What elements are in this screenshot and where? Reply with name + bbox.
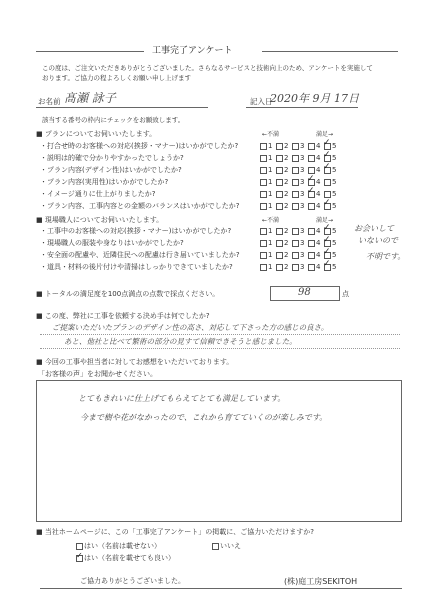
checkbox-yes2[interactable] (76, 550, 83, 562)
section1-heading: ■ プランについてお伺いいたします。 (36, 130, 157, 138)
checkbox[interactable] (276, 264, 283, 271)
section1-q6-option-1[interactable] (260, 202, 272, 211)
title-rule-right (262, 51, 398, 52)
hp-option-yes2[interactable] (76, 550, 175, 563)
checkbox[interactable] (292, 252, 299, 259)
option-label: 2 (284, 227, 289, 235)
checkbox[interactable] (260, 252, 267, 259)
section2-scale-low: ←不満 (262, 217, 280, 224)
option-label: 5 (332, 154, 337, 162)
check-mark-icon: ✓ (323, 150, 331, 160)
checkbox[interactable] (308, 228, 315, 235)
section1-q3-option-2[interactable] (276, 166, 288, 175)
section2-q4-option-1[interactable] (260, 263, 272, 272)
option-label: 3 (300, 178, 305, 186)
check-mark-icon: ✓ (323, 247, 331, 257)
option-label: 5 (332, 227, 337, 235)
checkbox[interactable] (292, 179, 299, 186)
option-label: 1 (268, 166, 273, 174)
option-label: 1 (268, 263, 273, 271)
side-note-1: お会いして (354, 224, 394, 233)
reason-line-2: あと、他社と比べて繁術の部分の見すて信頼できそうと感じました。 (64, 337, 297, 346)
section1-q5-option-2[interactable] (276, 190, 288, 199)
option-label: 3 (300, 166, 305, 174)
hp-no-label: いいえ (220, 542, 241, 550)
option-label: 3 (300, 227, 305, 235)
option-label: 5 (332, 239, 337, 247)
option-label: 1 (268, 251, 273, 259)
check-mark-icon: ✓ (323, 162, 331, 172)
option-label: 5 (332, 142, 337, 150)
checkbox[interactable] (276, 179, 283, 186)
thanks: ご協力ありがとうございました。 (80, 577, 185, 585)
hp-yes2-label: はい（名前を載せても良い） (84, 554, 175, 562)
section2-q1-option-1[interactable] (260, 227, 272, 236)
hp-heading: ■ 当社ホームページに、この「工事完了アンケート」の掲載に、ご協力いただけますか? (36, 528, 314, 536)
section1-q2-option-2[interactable] (276, 154, 288, 163)
checkbox[interactable] (260, 179, 267, 186)
option-label: 2 (284, 166, 289, 174)
section1-question-1: ・打合せ時のお客様への対応(挨拶・マナー)はいかがでしたか? (40, 142, 239, 150)
section2-question-4: ・道具・材料の後片付けや清掃はしっかりできていましたか? (40, 263, 233, 271)
date-underline (246, 107, 358, 108)
hp-yes1-label: はい（名前は載せない） (84, 542, 161, 550)
name-underline (36, 107, 208, 108)
check-mark-icon: ✓ (76, 550, 83, 560)
option-label: 5 (332, 202, 337, 210)
checkbox[interactable] (276, 240, 283, 247)
checkbox[interactable] (308, 167, 315, 174)
section1-q4-option-3[interactable] (292, 178, 304, 187)
option-label: 4 (316, 251, 321, 259)
checkbox[interactable] (308, 203, 315, 210)
section2-q2-option-2[interactable] (276, 239, 288, 248)
option-label: 3 (300, 239, 305, 247)
checkbox[interactable] (276, 203, 283, 210)
section2-q2-option-1[interactable] (260, 239, 272, 248)
checkbox[interactable] (276, 252, 283, 259)
section2-q3-option-2[interactable] (276, 251, 288, 260)
checkbox[interactable] (324, 191, 331, 198)
option-label: 3 (300, 154, 305, 162)
reason-rule-2 (40, 348, 400, 349)
checkbox[interactable] (276, 191, 283, 198)
company: (株)庭工房SEKITOH (284, 577, 358, 586)
checkbox[interactable] (276, 228, 283, 235)
section1-q2-option-3[interactable] (292, 154, 304, 163)
checkbox[interactable] (308, 264, 315, 271)
checkbox-no[interactable] (212, 543, 219, 550)
section2-q4-option-4[interactable] (308, 263, 320, 272)
section1-q2-option-1[interactable] (260, 154, 272, 163)
checkbox[interactable] (260, 264, 267, 271)
checkbox[interactable] (260, 191, 267, 198)
option-label: 1 (268, 202, 273, 210)
name-value: 髙瀬 詠子 (64, 91, 116, 105)
section2-q2-option-4[interactable] (308, 239, 320, 248)
section1-q5-option-3[interactable] (292, 190, 304, 199)
section1-q1-option-3[interactable] (292, 142, 304, 151)
section2-heading: ■ 現場職人についてお伺いいたします。 (36, 216, 164, 224)
option-label: 2 (284, 251, 289, 259)
option-label: 4 (316, 154, 321, 162)
section1-question-6: ・プラン内容、工事内容との金額のバランスはいかがでしたか? (40, 202, 240, 210)
footer-rule (40, 588, 402, 589)
checkbox[interactable] (276, 143, 283, 150)
checkbox[interactable] (260, 143, 267, 150)
section2-q1-option-4[interactable] (308, 227, 320, 236)
check-mark-icon: ✓ (307, 174, 315, 184)
section2-scale-high: 満足→ (316, 217, 334, 224)
option-label: 1 (268, 239, 273, 247)
section2-q4-option-2[interactable] (276, 263, 288, 272)
option-label: 2 (284, 263, 289, 271)
section2-q3-option-4[interactable] (308, 251, 320, 260)
option-label: 3 (300, 142, 305, 150)
instruction: 該当する番号の枠内にチェックをお願致します。 (42, 116, 185, 124)
title-rule-left (36, 51, 144, 52)
option-label: 1 (268, 154, 273, 162)
option-label: 5 (332, 166, 337, 174)
section2-question-2: ・現場職人の服装や身なりはいかがでしたか? (40, 239, 184, 247)
section1-q6-option-2[interactable] (276, 202, 288, 211)
date-value: 2020年 9月 17日 (270, 92, 359, 105)
checkbox[interactable] (308, 155, 315, 162)
section1-scale-low: ←不満 (262, 131, 280, 138)
option-label: 2 (284, 202, 289, 210)
checkbox[interactable] (308, 240, 315, 247)
intro-line-2: おります。ご協力の程よろしくお願い申し上げます (42, 74, 191, 82)
option-label: 2 (284, 239, 289, 247)
check-mark-icon: ✓ (323, 138, 331, 148)
section2-q4-option-3[interactable] (292, 263, 304, 272)
checkbox[interactable] (260, 167, 267, 174)
checkbox[interactable] (292, 167, 299, 174)
option-label: 5 (332, 251, 337, 259)
section2-q1-option-2[interactable] (276, 227, 288, 236)
section1-q5-option-1[interactable] (260, 190, 272, 199)
voice-heading: ■ 今回の工事や担当者に対してお感想をいただいております。 (36, 358, 234, 366)
checkbox[interactable] (292, 203, 299, 210)
section1-q1-option-4[interactable] (308, 142, 320, 151)
check-mark-icon: ✓ (323, 223, 331, 233)
section2-question-3: ・安全面の配慮や、近隣住民への配慮は行き届いていましたか? (40, 251, 240, 259)
section1-q1-option-2[interactable] (276, 142, 288, 151)
option-label: 2 (284, 154, 289, 162)
checkbox[interactable] (324, 179, 331, 186)
section1-q6-option-3[interactable] (292, 202, 304, 211)
option-label: 4 (316, 239, 321, 247)
voice-line-2: 今まで樹や花がなかったので、これから育てていくのが楽しみです。 (80, 413, 328, 422)
score-value: 98 (298, 287, 311, 298)
option-label: 4 (316, 142, 321, 150)
checkbox[interactable] (292, 143, 299, 150)
option-label: 5 (332, 178, 337, 186)
checkbox[interactable] (308, 252, 315, 259)
option-label: 4 (316, 166, 321, 174)
section1-q6-option-4[interactable] (308, 202, 320, 211)
section2-q1-option-3[interactable] (292, 227, 304, 236)
checkbox[interactable] (260, 203, 267, 210)
checkbox[interactable] (292, 191, 299, 198)
voice-line-1: とてもきれいに仕上げてもらえてとても満足しています。 (78, 394, 286, 403)
option-label: 4 (316, 190, 321, 198)
section1-q3-option-1[interactable] (260, 166, 272, 175)
checkbox[interactable] (308, 143, 315, 150)
section1-q4-option-2[interactable] (276, 178, 288, 187)
option-label: 2 (284, 190, 289, 198)
reason-rule-1 (40, 334, 400, 335)
check-mark-icon: ✓ (323, 235, 331, 245)
side-note-3: 不明です。 (366, 252, 406, 261)
hp-option-no[interactable] (212, 542, 241, 551)
checkbox[interactable] (292, 155, 299, 162)
score-heading: ■ トータルの満足度を100点満点の点数で採点ください。 (36, 290, 220, 298)
section2-q3-option-3[interactable] (292, 251, 304, 260)
option-label: 3 (300, 202, 305, 210)
check-mark-icon: ✓ (323, 198, 331, 208)
section1-scale-high: 満足→ (316, 131, 334, 138)
date-label: 記入日 (250, 97, 273, 106)
intro-line-1: この度は、ご注文いただきありがとうございました。さらなるサービスと技術向上のため、アンケートを実施して (42, 64, 373, 72)
option-label: 5 (332, 190, 337, 198)
section1-question-2: ・説明は的確で分かりやすかったでしょうか? (40, 154, 184, 162)
option-label: 3 (300, 190, 305, 198)
section2-q2-option-3[interactable] (292, 239, 304, 248)
option-label: 4 (316, 227, 321, 235)
option-label: 4 (316, 178, 321, 186)
checkbox[interactable] (276, 167, 283, 174)
section2-q3-option-1[interactable] (260, 251, 272, 260)
check-mark-icon: ✓ (323, 259, 331, 269)
option-label: 3 (300, 251, 305, 259)
option-label: 3 (300, 263, 305, 271)
option-label: 5 (332, 263, 337, 271)
section1-question-3: ・プラン内容(デザイン性)はいかがでしたか? (40, 166, 182, 174)
option-label: 4 (316, 202, 321, 210)
checkbox[interactable] (292, 228, 299, 235)
option-label: 2 (284, 178, 289, 186)
side-note-2: いないので (358, 236, 398, 245)
option-label: 4 (316, 263, 321, 271)
reason-heading: ■ この度、弊社に工事を依頼する決め手は何でしたか? (36, 312, 210, 320)
section1-question-5: ・イメージ通りに仕上がりましたか? (40, 190, 156, 198)
section1-q2-option-4[interactable] (308, 154, 320, 163)
checkbox[interactable] (260, 240, 267, 247)
voice-label: 「お客様の声」をお聞かせください。 (38, 370, 157, 378)
section2-question-1: ・工事中のお客様への対応(挨拶・マナー)はいかがでしたか? (40, 227, 232, 235)
checkbox[interactable] (260, 228, 267, 235)
score-unit: 点 (342, 290, 349, 298)
reason-line-1: ご提案いただいたプランのデザイン性の高さ、対応して下さった方の感じの良さ。 (52, 323, 329, 332)
section1-q1-option-1[interactable] (260, 142, 272, 151)
option-label: 1 (268, 178, 273, 186)
hp-option-yes1[interactable] (76, 542, 161, 551)
checkbox[interactable] (276, 155, 283, 162)
page-title: 工事完了アンケート (152, 46, 233, 56)
checkbox[interactable] (292, 264, 299, 271)
checkbox[interactable] (260, 155, 267, 162)
section1-q4-option-5[interactable] (324, 178, 336, 187)
section1-q3-option-3[interactable] (292, 166, 304, 175)
option-label: 1 (268, 190, 273, 198)
name-label: お名前 (38, 97, 61, 106)
option-label: 2 (284, 142, 289, 150)
checkbox-yes1[interactable] (76, 543, 83, 550)
section1-question-4: ・プラン内容(実用性)はいかがでしたか? (40, 178, 169, 186)
checkbox[interactable] (292, 240, 299, 247)
option-label: 1 (268, 142, 273, 150)
check-mark-icon: ✓ (307, 186, 315, 196)
section1-q4-option-1[interactable] (260, 178, 272, 187)
option-label: 1 (268, 227, 273, 235)
